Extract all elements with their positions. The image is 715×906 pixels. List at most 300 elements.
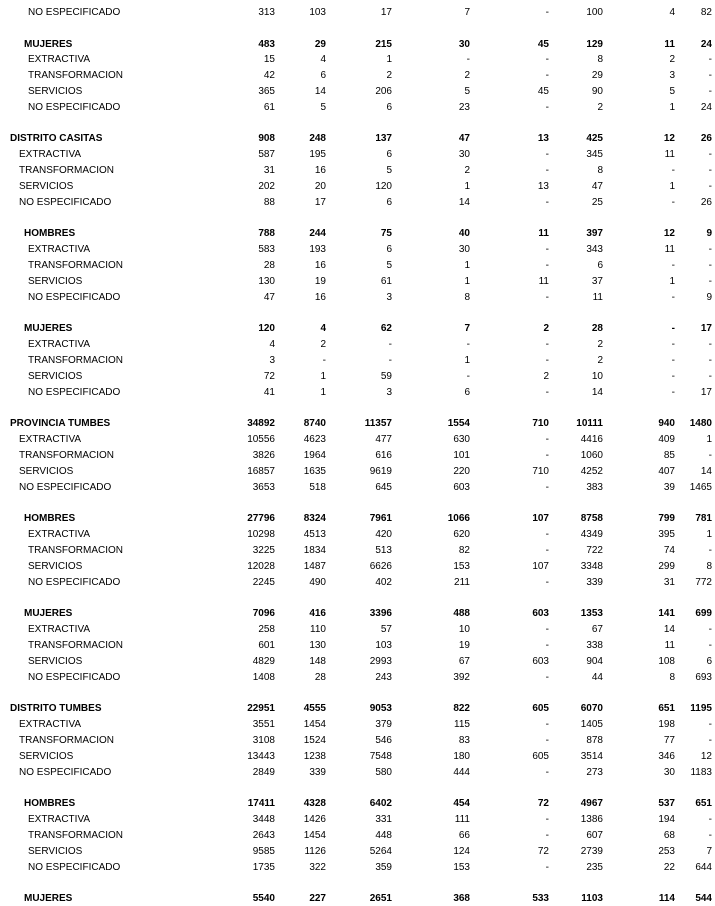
table-row bbox=[0, 796, 715, 811]
cell-col-5: 603 bbox=[532, 608, 549, 619]
cell-col-7: - bbox=[671, 260, 675, 271]
cell-col-8: 544 bbox=[695, 893, 712, 904]
cell-col-3: 5 bbox=[386, 165, 392, 176]
cell-col-5: 2 bbox=[543, 371, 549, 382]
cell-col-5: - bbox=[545, 434, 549, 445]
cell-col-7: 4 bbox=[669, 7, 675, 18]
table-row bbox=[0, 179, 715, 194]
cell-col-1: 16857 bbox=[247, 466, 275, 477]
cell-col-3: 420 bbox=[375, 529, 392, 540]
cell-col-7: - bbox=[671, 355, 675, 366]
cell-col-4: 153 bbox=[453, 862, 470, 873]
cell-col-4: 392 bbox=[453, 672, 470, 683]
cell-col-8: 24 bbox=[700, 39, 712, 50]
cell-col-6: 345 bbox=[586, 149, 603, 160]
cell-col-7: 31 bbox=[663, 577, 675, 588]
cell-col-3: 580 bbox=[375, 767, 392, 778]
table-row bbox=[0, 575, 715, 590]
cell-col-1: 15 bbox=[263, 54, 275, 65]
cell-col-1: 583 bbox=[258, 244, 275, 255]
cell-col-5: - bbox=[545, 640, 549, 651]
cell-col-8: 9 bbox=[706, 228, 712, 239]
table-row bbox=[0, 195, 715, 210]
table-row bbox=[0, 511, 715, 526]
cell-col-6: 2 bbox=[597, 339, 603, 350]
cell-col-1: 47 bbox=[263, 292, 275, 303]
cell-col-1: 3551 bbox=[252, 719, 275, 730]
cell-col-7: 1 bbox=[669, 276, 675, 287]
cell-col-4: 40 bbox=[458, 228, 470, 239]
cell-col-7: - bbox=[671, 165, 675, 176]
cell-col-1: 365 bbox=[258, 86, 275, 97]
table-row bbox=[0, 321, 715, 336]
row-label: TRANSFORMACION bbox=[19, 165, 114, 176]
cell-col-7: 5 bbox=[669, 86, 675, 97]
cell-col-3: 61 bbox=[380, 276, 392, 287]
row-label: EXTRACTIVA bbox=[28, 54, 91, 65]
cell-col-8: 693 bbox=[695, 672, 712, 683]
cell-col-1: 4 bbox=[269, 339, 275, 350]
cell-col-3: 59 bbox=[380, 371, 392, 382]
cell-col-1: 258 bbox=[258, 624, 275, 635]
cell-col-3: - bbox=[388, 339, 392, 350]
cell-col-8: 82 bbox=[700, 7, 712, 18]
cell-col-5: - bbox=[545, 165, 549, 176]
cell-col-1: 908 bbox=[258, 133, 275, 144]
row-label: SERVICIOS bbox=[28, 86, 83, 97]
cell-col-6: 2 bbox=[597, 102, 603, 113]
row-label: EXTRACTIVA bbox=[28, 244, 91, 255]
cell-col-5: - bbox=[545, 54, 549, 65]
row-label: EXTRACTIVA bbox=[28, 624, 91, 635]
cell-col-2: 1126 bbox=[304, 846, 326, 857]
cell-col-2: 110 bbox=[310, 624, 326, 635]
cell-col-6: 397 bbox=[586, 228, 603, 239]
cell-col-5: 533 bbox=[532, 893, 549, 904]
cell-col-3: 3 bbox=[386, 292, 392, 303]
cell-col-1: 2245 bbox=[252, 577, 275, 588]
cell-col-4: 8 bbox=[464, 292, 470, 303]
cell-col-7: 12 bbox=[663, 228, 675, 239]
cell-col-6: 8758 bbox=[580, 513, 603, 524]
cell-col-6: 37 bbox=[591, 276, 603, 287]
cell-col-2: 29 bbox=[314, 39, 326, 50]
table-row bbox=[0, 100, 715, 115]
table-row bbox=[0, 432, 715, 447]
cell-col-2: 339 bbox=[309, 767, 326, 778]
cell-col-8: 26 bbox=[700, 197, 712, 208]
row-label: SERVICIOS bbox=[28, 371, 83, 382]
table-row bbox=[0, 242, 715, 257]
cell-col-2: 130 bbox=[309, 640, 326, 651]
table-row bbox=[0, 448, 715, 463]
cell-col-5: - bbox=[545, 482, 549, 493]
cell-col-1: 31 bbox=[263, 165, 275, 176]
cell-col-8: - bbox=[708, 149, 712, 160]
cell-col-5: 13 bbox=[537, 181, 549, 192]
table-row bbox=[0, 638, 715, 653]
row-label: EXTRACTIVA bbox=[19, 149, 82, 160]
cell-col-2: 4 bbox=[320, 323, 326, 334]
table-row bbox=[0, 828, 715, 843]
cell-col-3: 6 bbox=[386, 244, 392, 255]
cell-col-8: - bbox=[708, 244, 712, 255]
cell-col-6: 4252 bbox=[580, 466, 603, 477]
cell-col-3: - bbox=[388, 355, 392, 366]
cell-col-7: 114 bbox=[658, 893, 675, 904]
cell-col-1: 202 bbox=[258, 181, 275, 192]
cell-col-8: - bbox=[708, 339, 712, 350]
cell-col-6: 25 bbox=[591, 197, 603, 208]
table-row bbox=[0, 480, 715, 495]
cell-col-6: 14 bbox=[591, 387, 603, 398]
cell-col-7: 12 bbox=[663, 133, 675, 144]
cell-col-4: - bbox=[466, 371, 470, 382]
table-row bbox=[0, 701, 715, 716]
row-label: EXTRACTIVA bbox=[19, 434, 82, 445]
cell-col-2: 14 bbox=[314, 86, 326, 97]
cell-col-8: 26 bbox=[700, 133, 712, 144]
cell-col-2: 19 bbox=[314, 276, 326, 287]
cell-col-2: 1524 bbox=[303, 735, 326, 746]
table-row bbox=[0, 337, 715, 352]
cell-col-6: 722 bbox=[586, 545, 603, 556]
cell-col-1: 483 bbox=[258, 39, 275, 50]
cell-col-2: 322 bbox=[309, 862, 326, 873]
cell-col-4: 111 bbox=[454, 814, 470, 825]
cell-col-3: 75 bbox=[380, 228, 392, 239]
cell-col-6: 67 bbox=[591, 624, 603, 635]
cell-col-4: 67 bbox=[458, 656, 470, 667]
row-label: EXTRACTIVA bbox=[28, 339, 91, 350]
cell-col-6: 28 bbox=[591, 323, 603, 334]
cell-col-4: 488 bbox=[453, 608, 470, 619]
cell-col-6: 1405 bbox=[580, 719, 603, 730]
cell-col-1: 17411 bbox=[247, 798, 275, 809]
row-label: DISTRITO CASITAS bbox=[10, 133, 103, 144]
row-label: SERVICIOS bbox=[19, 466, 74, 477]
cell-col-3: 6 bbox=[386, 197, 392, 208]
cell-col-3: 6402 bbox=[369, 798, 392, 809]
row-label: NO ESPECIFICADO bbox=[19, 767, 112, 778]
cell-col-2: 227 bbox=[309, 893, 326, 904]
cell-col-4: 1 bbox=[464, 181, 470, 192]
cell-col-8: 9 bbox=[706, 292, 712, 303]
cell-col-6: 1386 bbox=[580, 814, 603, 825]
cell-col-7: 11 bbox=[664, 149, 675, 160]
cell-col-2: 103 bbox=[309, 7, 326, 18]
cell-col-4: 822 bbox=[453, 703, 470, 714]
cell-col-4: 30 bbox=[458, 149, 470, 160]
cell-col-5: - bbox=[545, 70, 549, 81]
cell-col-3: 137 bbox=[375, 133, 392, 144]
cell-col-4: 620 bbox=[453, 529, 470, 540]
table-row bbox=[0, 131, 715, 146]
cell-col-5: 45 bbox=[537, 86, 549, 97]
cell-col-2: 2 bbox=[320, 339, 326, 350]
cell-col-2: 16 bbox=[314, 165, 326, 176]
cell-col-7: 299 bbox=[658, 561, 675, 572]
cell-col-4: 1066 bbox=[447, 513, 470, 524]
cell-col-3: 546 bbox=[375, 735, 392, 746]
cell-col-1: 4829 bbox=[252, 656, 275, 667]
cell-col-7: - bbox=[671, 197, 675, 208]
cell-col-1: 88 bbox=[263, 197, 275, 208]
cell-col-8: 651 bbox=[695, 798, 712, 809]
row-label: EXTRACTIVA bbox=[19, 719, 82, 730]
cell-col-8: - bbox=[708, 814, 712, 825]
row-label: SERVICIOS bbox=[28, 276, 83, 287]
cell-col-6: 4967 bbox=[580, 798, 603, 809]
cell-col-5: - bbox=[545, 197, 549, 208]
cell-col-2: 4328 bbox=[303, 798, 326, 809]
cell-col-4: 82 bbox=[458, 545, 470, 556]
cell-col-7: 346 bbox=[658, 751, 675, 762]
cell-col-3: 359 bbox=[375, 862, 392, 873]
table-row bbox=[0, 812, 715, 827]
cell-col-5: - bbox=[545, 830, 549, 841]
cell-col-4: 444 bbox=[453, 767, 470, 778]
cell-col-2: 1635 bbox=[303, 466, 326, 477]
cell-col-6: 8 bbox=[597, 165, 603, 176]
row-label: TRANSFORMACION bbox=[19, 735, 114, 746]
cell-col-5: - bbox=[545, 7, 549, 18]
table-row bbox=[0, 670, 715, 685]
cell-col-1: 601 bbox=[258, 640, 275, 651]
cell-col-5: - bbox=[545, 292, 549, 303]
cell-col-7: 8 bbox=[669, 672, 675, 683]
cell-col-8: 8 bbox=[706, 561, 712, 572]
cell-col-2: 193 bbox=[309, 244, 326, 255]
cell-col-8: 1 bbox=[706, 434, 712, 445]
cell-col-3: 57 bbox=[380, 624, 392, 635]
cell-col-2: 1 bbox=[320, 371, 326, 382]
cell-col-4: 30 bbox=[458, 39, 470, 50]
table-row bbox=[0, 290, 715, 305]
row-label: NO ESPECIFICADO bbox=[19, 482, 112, 493]
cell-col-7: 1 bbox=[669, 181, 675, 192]
table-row bbox=[0, 68, 715, 83]
cell-col-6: 1353 bbox=[580, 608, 603, 619]
cell-col-5: - bbox=[545, 767, 549, 778]
cell-col-8: 644 bbox=[695, 862, 712, 873]
cell-col-6: 338 bbox=[586, 640, 603, 651]
cell-col-1: 5540 bbox=[252, 893, 275, 904]
row-label: HOMBRES bbox=[24, 513, 76, 524]
cell-col-5: - bbox=[545, 450, 549, 461]
cell-col-4: 220 bbox=[453, 466, 470, 477]
cell-col-3: 11357 bbox=[364, 418, 392, 429]
row-label: SERVICIOS bbox=[28, 846, 83, 857]
cell-col-8: - bbox=[708, 830, 712, 841]
cell-col-3: 448 bbox=[375, 830, 392, 841]
row-label: HOMBRES bbox=[24, 798, 76, 809]
cell-col-6: 47 bbox=[591, 181, 603, 192]
cell-col-6: 2 bbox=[597, 355, 603, 366]
row-label: MUJERES bbox=[24, 893, 73, 904]
cell-col-3: 6 bbox=[386, 102, 392, 113]
cell-col-4: 101 bbox=[453, 450, 470, 461]
cell-col-6: 129 bbox=[586, 39, 603, 50]
cell-col-6: 273 bbox=[586, 767, 603, 778]
cell-col-8: - bbox=[708, 86, 712, 97]
table-row bbox=[0, 353, 715, 368]
cell-col-3: 215 bbox=[375, 39, 392, 50]
cell-col-7: 395 bbox=[658, 529, 675, 540]
cell-col-5: 710 bbox=[532, 466, 549, 477]
table-row bbox=[0, 163, 715, 178]
cell-col-2: 16 bbox=[314, 260, 326, 271]
cell-col-5: 72 bbox=[537, 846, 549, 857]
cell-col-4: 2 bbox=[464, 165, 470, 176]
row-label: TRANSFORMACION bbox=[28, 355, 123, 366]
cell-col-6: 8 bbox=[597, 54, 603, 65]
cell-col-7: 141 bbox=[658, 608, 675, 619]
cell-col-6: 878 bbox=[586, 735, 603, 746]
cell-col-1: 28 bbox=[263, 260, 275, 271]
row-label: DISTRITO TUMBES bbox=[10, 703, 102, 714]
cell-col-3: 9619 bbox=[369, 466, 392, 477]
cell-col-5: 11 bbox=[538, 228, 549, 239]
cell-col-8: - bbox=[708, 181, 712, 192]
cell-col-2: 1834 bbox=[303, 545, 326, 556]
table-row bbox=[0, 464, 715, 479]
cell-col-3: 477 bbox=[375, 434, 392, 445]
cell-col-4: - bbox=[466, 339, 470, 350]
cell-col-5: - bbox=[545, 260, 549, 271]
cell-col-2: 490 bbox=[309, 577, 326, 588]
cell-col-8: 12 bbox=[700, 751, 712, 762]
cell-col-7: 14 bbox=[663, 624, 675, 635]
table-row bbox=[0, 274, 715, 289]
cell-col-8: - bbox=[708, 719, 712, 730]
row-label: MUJERES bbox=[24, 39, 73, 50]
cell-col-4: 603 bbox=[453, 482, 470, 493]
cell-col-3: 379 bbox=[375, 719, 392, 730]
cell-col-7: 77 bbox=[663, 735, 675, 746]
cell-col-8: - bbox=[708, 165, 712, 176]
cell-col-2: 4623 bbox=[303, 434, 326, 445]
cell-col-4: 211 bbox=[454, 577, 470, 588]
cell-col-2: 4 bbox=[320, 54, 326, 65]
cell-col-5: - bbox=[545, 339, 549, 350]
cell-col-3: 331 bbox=[375, 814, 392, 825]
cell-col-1: 587 bbox=[258, 149, 275, 160]
cell-col-2: 4513 bbox=[303, 529, 326, 540]
cell-col-5: - bbox=[545, 735, 549, 746]
cell-col-4: 7 bbox=[464, 7, 470, 18]
cell-col-8: - bbox=[708, 624, 712, 635]
row-label: MUJERES bbox=[24, 323, 73, 334]
cell-col-2: 5 bbox=[320, 102, 326, 113]
cell-col-1: 22951 bbox=[247, 703, 275, 714]
cell-col-2: 1454 bbox=[303, 719, 326, 730]
cell-col-7: 194 bbox=[658, 814, 675, 825]
cell-col-8: 6 bbox=[706, 656, 712, 667]
cell-col-6: 100 bbox=[586, 7, 603, 18]
cell-col-8: 781 bbox=[695, 513, 712, 524]
row-label: EXTRACTIVA bbox=[28, 529, 91, 540]
cell-col-1: 3653 bbox=[252, 482, 275, 493]
cell-col-5: - bbox=[545, 624, 549, 635]
table-row bbox=[0, 860, 715, 875]
cell-col-2: - bbox=[322, 355, 326, 366]
cell-col-6: 4416 bbox=[580, 434, 603, 445]
cell-col-7: - bbox=[671, 292, 675, 303]
table-row bbox=[0, 559, 715, 574]
cell-col-3: 645 bbox=[375, 482, 392, 493]
cell-col-3: 7548 bbox=[369, 751, 392, 762]
cell-col-2: 1454 bbox=[303, 830, 326, 841]
cell-col-3: 513 bbox=[375, 545, 392, 556]
cell-col-7: 2 bbox=[669, 54, 675, 65]
cell-col-6: 904 bbox=[586, 656, 603, 667]
cell-col-5: - bbox=[545, 719, 549, 730]
cell-col-4: 66 bbox=[458, 830, 470, 841]
cell-col-7: 799 bbox=[658, 513, 675, 524]
cell-col-1: 2849 bbox=[252, 767, 275, 778]
cell-col-1: 3 bbox=[269, 355, 275, 366]
cell-col-8: - bbox=[708, 545, 712, 556]
row-label: TRANSFORMACION bbox=[28, 70, 123, 81]
cell-col-1: 13443 bbox=[247, 751, 275, 762]
table-row bbox=[0, 749, 715, 764]
cell-col-8: 7 bbox=[706, 846, 712, 857]
cell-col-7: - bbox=[671, 371, 675, 382]
table-row bbox=[0, 733, 715, 748]
table-row bbox=[0, 527, 715, 542]
cell-col-4: 454 bbox=[453, 798, 470, 809]
cell-col-4: 30 bbox=[458, 244, 470, 255]
cell-col-5: - bbox=[545, 577, 549, 588]
cell-col-1: 10298 bbox=[247, 529, 275, 540]
cell-col-7: 39 bbox=[663, 482, 675, 493]
cell-col-7: 11 bbox=[664, 640, 675, 651]
cell-col-1: 3225 bbox=[252, 545, 275, 556]
cell-col-7: 68 bbox=[663, 830, 675, 841]
cell-col-1: 2643 bbox=[252, 830, 275, 841]
row-label: EXTRACTIVA bbox=[28, 814, 91, 825]
cell-col-5: - bbox=[545, 672, 549, 683]
cell-col-1: 12028 bbox=[247, 561, 275, 572]
table-row bbox=[0, 226, 715, 241]
cell-col-5: 2 bbox=[543, 323, 549, 334]
cell-col-3: 120 bbox=[375, 181, 392, 192]
cell-col-5: - bbox=[545, 529, 549, 540]
cell-col-5: 107 bbox=[532, 513, 549, 524]
cell-col-2: 16 bbox=[314, 292, 326, 303]
cell-col-7: - bbox=[671, 339, 675, 350]
row-label: MUJERES bbox=[24, 608, 73, 619]
cell-col-3: 206 bbox=[375, 86, 392, 97]
cell-col-7: 940 bbox=[658, 418, 675, 429]
cell-col-5: - bbox=[545, 814, 549, 825]
cell-col-1: 3448 bbox=[252, 814, 275, 825]
row-label: TRANSFORMACION bbox=[28, 545, 123, 556]
cell-col-2: 20 bbox=[314, 181, 326, 192]
cell-col-5: 45 bbox=[537, 39, 549, 50]
cell-col-4: 368 bbox=[453, 893, 470, 904]
cell-col-4: 83 bbox=[458, 735, 470, 746]
cell-col-3: 2651 bbox=[369, 893, 392, 904]
cell-col-8: - bbox=[708, 54, 712, 65]
cell-col-7: 537 bbox=[658, 798, 675, 809]
cell-col-4: 5 bbox=[464, 86, 470, 97]
cell-col-7: 253 bbox=[658, 846, 675, 857]
cell-col-3: 7961 bbox=[369, 513, 392, 524]
row-label: SERVICIOS bbox=[28, 561, 83, 572]
cell-col-2: 1 bbox=[320, 387, 326, 398]
